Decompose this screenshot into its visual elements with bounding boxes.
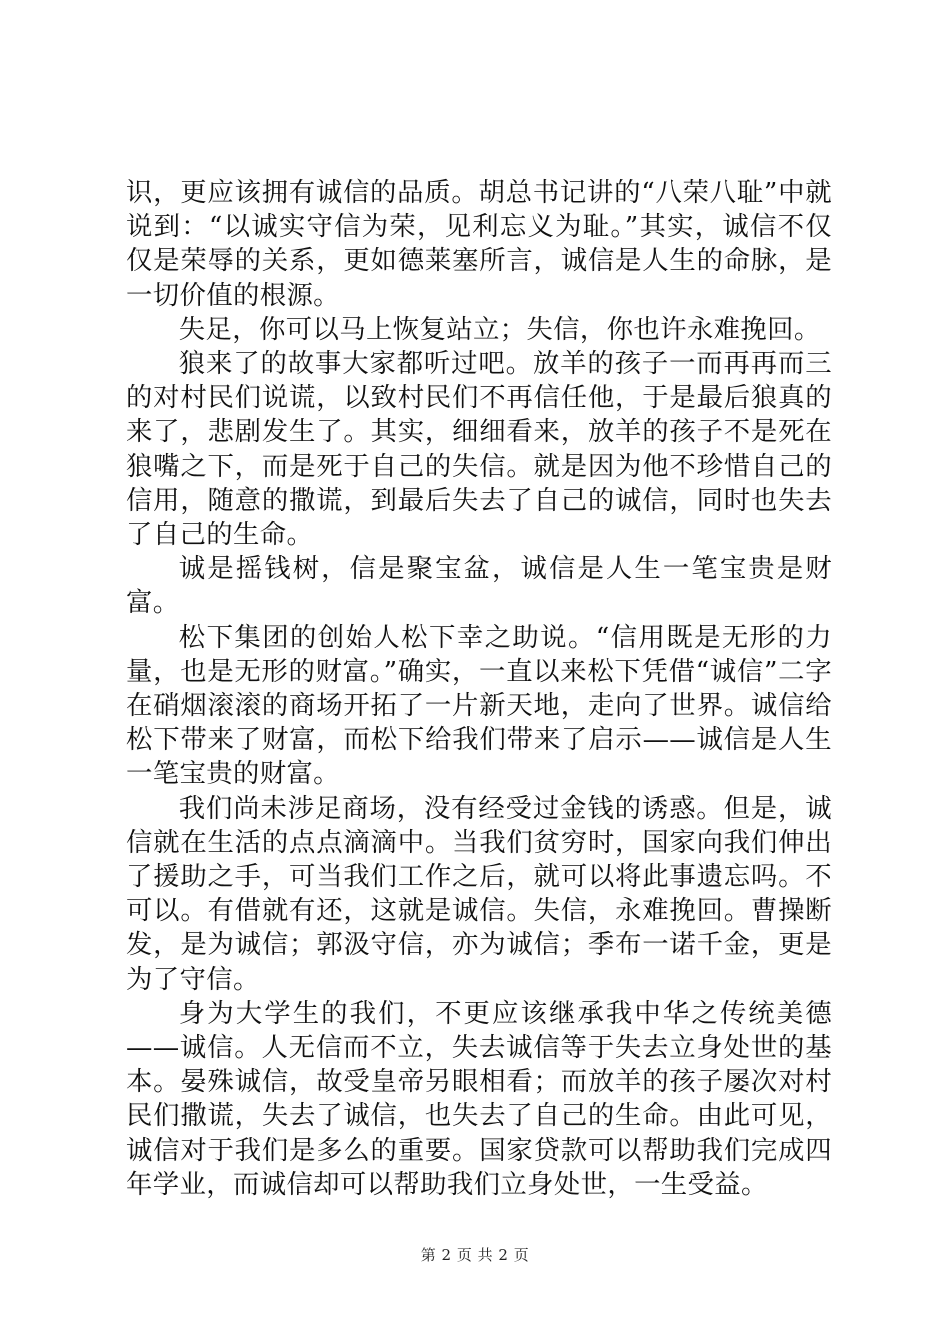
paragraph-5: 松下集团的创始人松下幸之助说。“信用既是无形的力量，也是无形的财富。”确实，一直以来松下凭借“诚信”二字在硝烟滚滚的商场开拓了一片新天地，走向了世界。诚信给松下带来了财富，而松下给我们带来了启示——诚信是人生一笔宝贵的财富。 (126, 621, 832, 790)
page-footer: 第 2 页 共 2 页 (420, 1246, 530, 1264)
paragraph-1: 识，更应该拥有诚信的品质。胡总书记讲的“八荣八耻”中就说到：“以诚实守信为荣，见利忘义为耻。”其实，诚信不仅仅是荣辱的关系，更如德莱塞所言，诚信是人生的命脉，是一切价值的根源。 (126, 177, 832, 311)
paragraph-6: 我们尚未涉足商场，没有经受过金钱的诱惑。但是，诚信就在生活的点点滴滴中。当我们贫穷时，国家向我们伸出了援助之手，可当我们工作之后，就可以将此事遗忘吗。不可以。有借就有还，这就是诚信。失信，永难挽回。曹操断发，是为诚信；郭汲守信，亦为诚信；季布一诺千金，更是为了守信。 (126, 792, 832, 995)
paragraph-4: 诚是摇钱树，信是聚宝盆，诚信是人生一笔宝贵是财富。 (126, 553, 832, 619)
paragraph-2: 失足，你可以马上恢复站立；失信，你也许永难挽回。 (178, 313, 821, 345)
paragraph-7: 身为大学生的我们，不更应该继承我中华之传统美德——诚信。人无信而不立，失去诚信等于失去立身处世的基本。晏殊诚信，故受皇帝另眼相看；而放羊的孩子屡次对村民们撒谎，失去了诚信，也失去了自己的生命。由此可见，诚信对于我们是多么的重要。国家贷款可以帮助我们完成四年学业，而诚信却可以帮助我们立身处世，一生受益。 (126, 997, 832, 1200)
paragraph-3: 狼来了的故事大家都听过吧。放羊的孩子一而再再而三的对村民们说谎，以致村民们不再信任他，于是最后狼真的来了，悲剧发生了。其实，细细看来，放羊的孩子不是死在狼嘴之下，而是死于自己的失信。就是因为他不珍惜自己的信用，随意的撒谎，到最后失去了自己的诚信，同时也失去了自己的生命。 (126, 348, 832, 551)
document-body (126, 176, 832, 1202)
